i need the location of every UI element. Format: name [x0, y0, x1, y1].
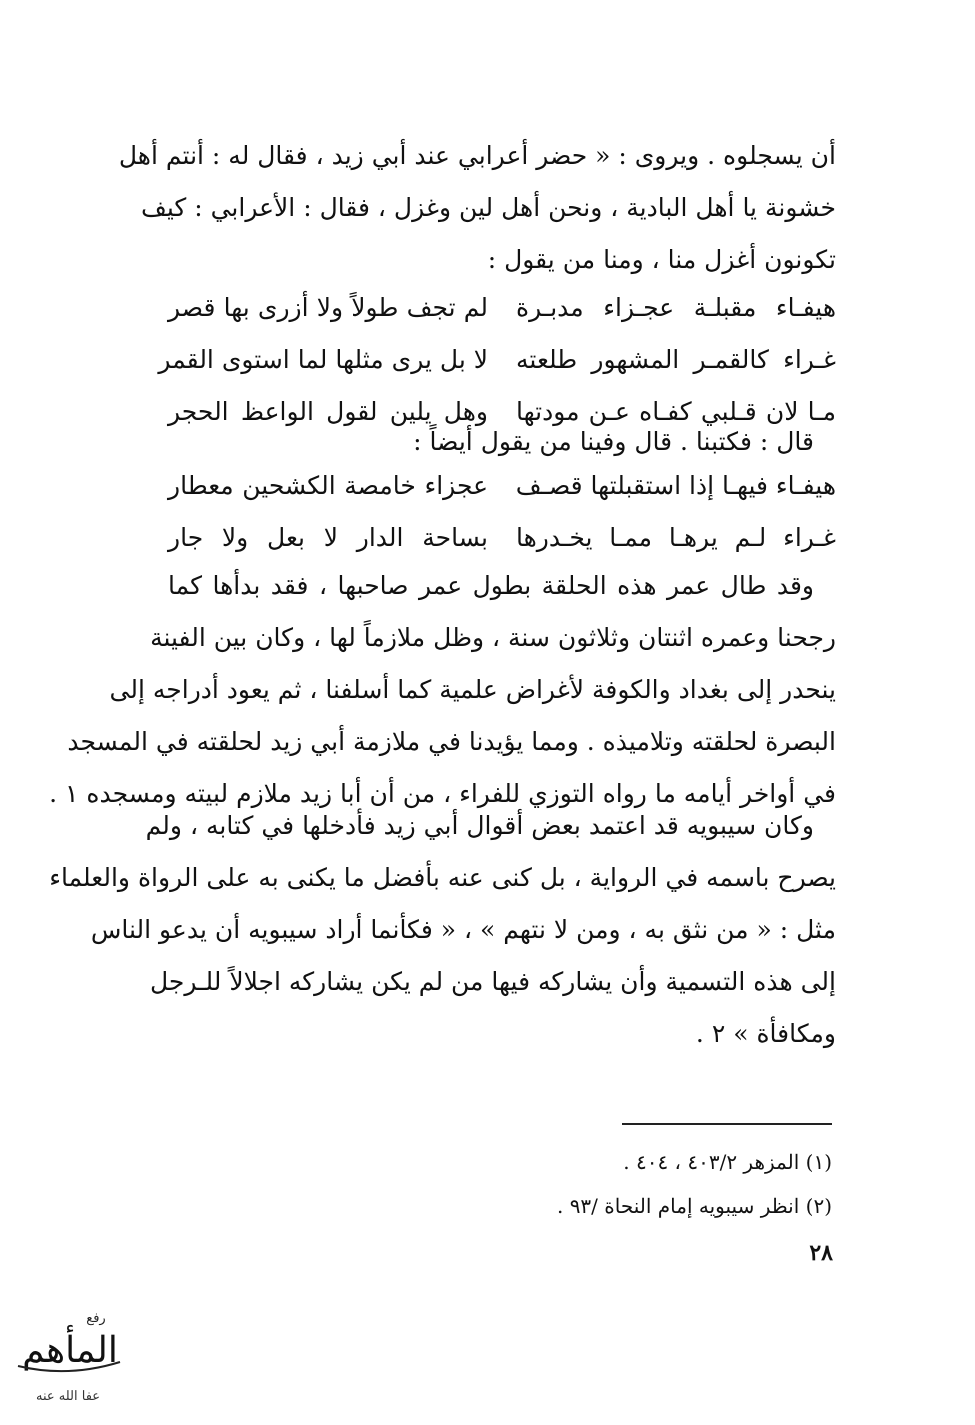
verse-first-hemistich: هيفـاء فيهـا إذا استقبلتها قصـف: [515, 471, 836, 500]
stamp-name: المأهم: [22, 1330, 118, 1371]
poem-verse: [168, 282, 836, 334]
text-line: في أواخر أيامه ما رواه التوزي للفراء ، من أن أبا زيد ملازم لبيته ومسجده ١ .: [49, 779, 836, 808]
text-line: وقد طال عمر هذه الحلقة بطول عمر صاحبها ، فقد بدأها كما: [168, 571, 814, 600]
poem-verse: [158, 334, 836, 386]
paragraph-4: [49, 800, 836, 1060]
text-line: قال : فكتبنا . قال وفينا من يقول أيضاً :: [413, 427, 814, 456]
text-line: إلى هذه التسمية وأن يشاركه فيها من لم يكن يشاركه اجلالاً للـرجل: [150, 967, 836, 996]
poem-verse: [168, 460, 836, 512]
calligraphy-stamp: [8, 1300, 128, 1410]
verse-second-hemistich: وهل يلين لقول الواعظ الحجر: [168, 397, 488, 426]
text-line: رجحنا وعمره اثنتان وثلاثون سنة ، وظل ملازماً لها ، وكان بين الفينة: [150, 623, 836, 652]
page-number: ٢٨: [809, 1240, 833, 1266]
verse-second-hemistich: لا بل يرى مثلها لما استوى القمر: [158, 345, 488, 374]
text-line: مثل : « من نثق به ، ومن لا نتهم » ، « فكأنما أراد سيبويه أن يدعو الناس: [90, 915, 836, 944]
poem-verse: [168, 512, 836, 564]
footnote-divider: [622, 1123, 832, 1125]
text-line: تكونون أغزل منا ، ومنا من يقول :: [487, 245, 836, 274]
verse-first-hemistich: غـراء لـم يرهـا ممـا يخـدرها: [516, 523, 836, 552]
text-line: أن يسجلوه . ويروى : « حضر أعرابي عند أبي زيد ، فقال له : أنتم أهل: [118, 141, 836, 170]
paragraph-1: [118, 130, 836, 286]
text-line: البصرة لحلقته وتلاميذه . ومما يؤيدنا في ملازمة أبي زيد لحلقته في المسجد: [67, 727, 836, 756]
text-line: يصرح باسمه في الرواية ، بل كنى عنه بأفضل ما يكنى به على الرواة والعلماء: [49, 863, 836, 892]
verse-first-hemistich: غـراء كالقمـر المشهور طلعته: [516, 345, 836, 374]
verse-second-hemistich: لم تجف طولاً ولا أزرى بها قصر: [168, 293, 488, 322]
stamp-top-word: رفع: [86, 1311, 106, 1326]
text-line: ينحدر إلى بغداد والكوفة لأغراض علمية كما أسلفنا ، ثم يعود أدراجه إلى: [109, 675, 836, 704]
text-line: ومكافأة » ٢ .: [695, 1019, 836, 1048]
poem-1: [158, 282, 836, 438]
verse-first-hemistich: هيفـاء مقبلـة عجـزاء مدبـرة: [516, 293, 836, 322]
footnote: (٢) انظر سيبويه إمام النحاة /٩٣ .: [556, 1194, 832, 1218]
verse-second-hemistich: عجزاء خامصة الكشحين معطار: [168, 471, 488, 500]
verse-first-hemistich: مـا لان قـلبي كفـاه عـن مودتها: [516, 397, 836, 426]
footnotes: [500, 1140, 832, 1228]
paragraph-3: [49, 560, 836, 820]
text-line: وكان سيبويه قد اعتمد بعض أقوال أبي زيد فأدخلها في كتابه ، ولم: [145, 811, 814, 840]
poem-2: [168, 460, 836, 564]
verse-second-hemistich: بساحة الدار لا بعل ولا جار: [168, 523, 488, 552]
stamp-bottom-line: عفا الله عنه: [35, 1389, 101, 1404]
footnote: (١) المزهر ٤٠٣/٢ ، ٤٠٤ .: [623, 1150, 832, 1174]
text-line: خشونة يا أهل البادية ، ونحن أهل لين وغزل ، فقال : الأعرابي : كيف: [140, 193, 836, 222]
